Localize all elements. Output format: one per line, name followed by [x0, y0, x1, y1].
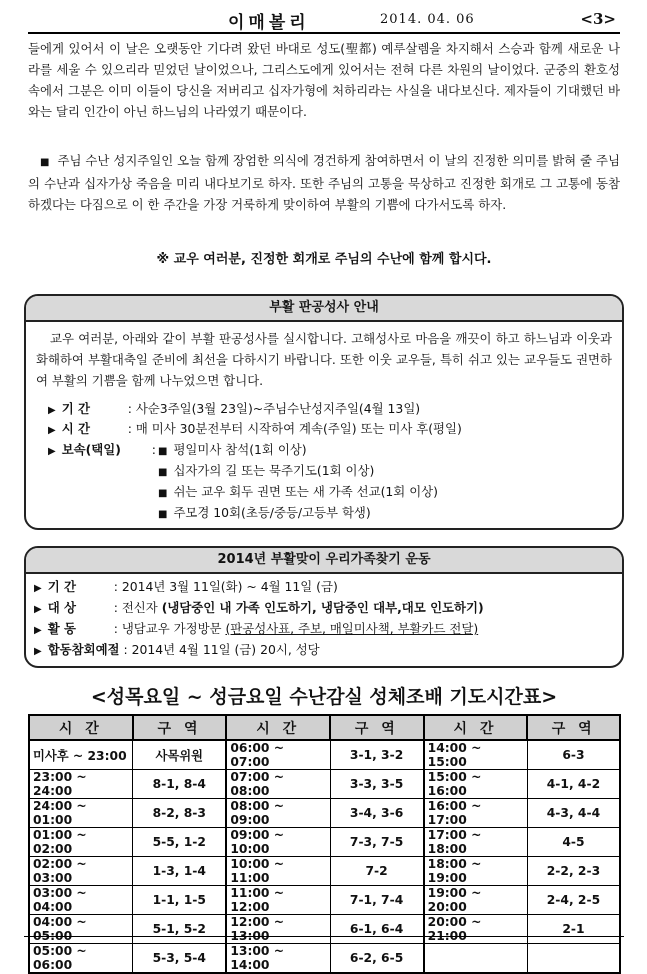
district-cell: 5-5, 1-2 — [133, 828, 227, 857]
campaign-period-label: 기 간 — [47, 579, 76, 594]
district-cell: 사목위원 — [133, 740, 227, 770]
make-up-row: ▶ 보속(택일) : — [48, 440, 156, 462]
district-cell: 4-5 — [527, 828, 620, 857]
confession-notice-text: 교우 여러분, 아래와 같이 부활 판공성사를 실시합니다. 고해성사로 마음을 깨끗이 하고 하느님과 이웃과 화해하여 부활대축일 준비에 최선을 다하시기 바랍니다. 또한 이웃 교우들, 특히 쉬고 있는 교우들도 권면하여 부활의 기쁨을 함께 나누었으면 합니다. — [36, 331, 612, 388]
arrow-marker-icon: ▶ — [48, 425, 56, 436]
district-cell: 5-3, 5-4 — [133, 944, 227, 974]
time-cell: 02:00 ~ 03:00 — [29, 857, 133, 886]
time-cell: 01:00 ~ 02:00 — [29, 828, 133, 857]
reflection-text: 주님 수난 성지주일인 오늘 함께 장엄한 의식에 경건하게 참여하면서 이 날의 진정한 의미를 밝혀 줄 주님의 수난과 십자가상 죽음을 미리 내다보기로 하자. 또한 주님의 고통을 묵상하고 진정한 회개로 그 고통에 동참하겠다는 다짐으로 이 한 주간을 가장 거룩하게 맞이하여 부활의 기쁨에 다가서도록 하자. — [28, 153, 620, 212]
arrow-marker-icon: ▶ — [34, 604, 42, 615]
district-cell: 8-1, 8-4 — [133, 770, 227, 799]
confession-period-row: ▶ 기 간 : 사순3주일(3월 23일)~주님수난성지주일(4월 13일) — [48, 399, 420, 421]
family-campaign-title: 2014년 부활맞이 우리가족찾기 운동 — [26, 548, 622, 574]
make-up-label: 보속(택일) — [61, 442, 121, 457]
district-cell: 3-4, 3-6 — [330, 799, 424, 828]
campaign-activity-label: 활 동 — [47, 621, 76, 636]
district-cell: 4-1, 4-2 — [527, 770, 620, 799]
district-cell: 1-3, 1-4 — [133, 857, 227, 886]
make-up-item: ■ 평일미사 참석(1회 이상) — [158, 442, 307, 457]
time-cell: 23:00 ~ 24:00 — [29, 770, 133, 799]
time-cell: 16:00 ~ 17:00 — [424, 799, 528, 828]
district-cell: 1-1, 1-5 — [133, 886, 227, 915]
square-bullet: ■ — [158, 488, 168, 499]
campaign-target-prefix: 전신자 — [121, 600, 162, 615]
column-header-district: 구 역 — [330, 715, 424, 740]
arrow-marker-icon: ▶ — [34, 646, 42, 657]
time-cell: 06:00 ~ 07:00 — [226, 740, 330, 770]
campaign-meeting-label: 합동참회예절 — [47, 642, 120, 657]
square-bullet: ■ — [158, 467, 168, 478]
district-cell: 6-1, 6-4 — [330, 915, 424, 944]
callout-message: ※ 교우 여러분, 진정한 회개로 주님의 수난에 함께 합시다. — [156, 252, 492, 267]
time-cell: 15:00 ~ 16:00 — [424, 770, 528, 799]
district-cell: 2-1 — [527, 915, 620, 944]
campaign-target-row: ▶ 대 상 : 전신자 (냉담중인 내 가족 인도하기, 냉담중인 대부,대모 인도하기) — [34, 598, 484, 620]
column-header-district: 구 역 — [133, 715, 227, 740]
time-cell: 05:00 ~ 06:00 — [29, 944, 133, 974]
make-up-item: ■ 십자가의 길 또는 묵주기도(1회 이상) — [158, 463, 375, 478]
campaign-activity-prefix: 냉담교우 가정방문 — [121, 621, 226, 636]
time-cell: 19:00 ~ 20:00 — [424, 886, 528, 915]
campaign-activity-row: ▶ 활 동 : 냉담교우 가정방문 (판공성사표, 주보, 매일미사책, 부활카드 전달) — [34, 619, 478, 641]
prayer-schedule-table — [28, 714, 621, 974]
table-row — [29, 886, 620, 915]
bottom-rule — [24, 936, 624, 937]
district-cell: 7-3, 7-5 — [330, 828, 424, 857]
table-row — [29, 799, 620, 828]
column-header-district: 구 역 — [527, 715, 620, 740]
campaign-period-row: ▶ 기 간 : 2014년 3월 11일(화) ~ 4월 11일 (금) — [34, 577, 338, 599]
table-row — [29, 857, 620, 886]
district-cell: 3-3, 3-5 — [330, 770, 424, 799]
time-cell: 11:00 ~ 12:00 — [226, 886, 330, 915]
time-cell: 04:00 ~ 05:00 — [29, 915, 133, 944]
arrow-marker-icon: ▶ — [34, 583, 42, 594]
arrow-marker-icon: ▶ — [48, 405, 56, 416]
time-cell: 08:00 ~ 09:00 — [226, 799, 330, 828]
campaign-period-value: 2014년 3월 11일(화) ~ 4월 11일 (금) — [121, 579, 338, 594]
square-bullet: ■ — [40, 157, 50, 168]
time-cell: 20:00 ~ 21:00 — [424, 915, 528, 944]
column-header-time: 시 간 — [424, 715, 528, 740]
campaign-meeting-row: ▶ 합동참회예절 : 2014년 4월 11일 (금) 20시, 성당 — [34, 640, 320, 662]
district-cell: 2-2, 2-3 — [527, 857, 620, 886]
column-header-time: 시 간 — [29, 715, 133, 740]
district-cell: 3-1, 3-2 — [330, 740, 424, 770]
arrow-marker-icon: ▶ — [48, 446, 56, 457]
time-cell: 14:00 ~ 15:00 — [424, 740, 528, 770]
district-cell: 7-1, 7-4 — [330, 886, 424, 915]
district-cell: 5-1, 5-2 — [133, 915, 227, 944]
confession-time-value: 매 미사 30분전부터 시작하여 계속(주일) 또는 미사 후(평일) — [135, 421, 462, 436]
confession-period-value: 사순3주일(3월 23일)~주님수난성지주일(4월 13일) — [135, 401, 421, 416]
arrow-marker-icon: ▶ — [34, 625, 42, 636]
district-cell: 8-2, 8-3 — [133, 799, 227, 828]
page-number: <3> — [580, 10, 616, 28]
campaign-target-detail: (냉담중인 내 가족 인도하기, 냉담중인 대부,대모 인도하기) — [161, 600, 484, 615]
district-cell: 4-3, 4-4 — [527, 799, 620, 828]
reflection-paragraph — [28, 150, 620, 215]
time-cell: 12:00 ~ 13:00 — [226, 915, 330, 944]
table-row — [29, 828, 620, 857]
table-header-row — [29, 715, 620, 740]
issue-date: 2014. 04. 06 — [380, 12, 475, 27]
district-cell: 7-2 — [330, 857, 424, 886]
confession-notice-title: 부활 판공성사 안내 — [26, 296, 622, 322]
page-header — [28, 8, 620, 34]
square-bullet: ■ — [158, 446, 168, 457]
make-up-item: ■ 주모경 10회(초등/중등/고등부 학생) — [158, 505, 371, 520]
district-cell: 6-2, 6-5 — [330, 944, 424, 974]
table-row — [29, 770, 620, 799]
confession-period-label: 기 간 — [61, 401, 90, 416]
time-cell: 미사후 ~ 23:00 — [29, 740, 133, 770]
column-header-time: 시 간 — [226, 715, 330, 740]
confession-time-label: 시 간 — [61, 421, 90, 436]
time-cell: 24:00 ~ 01:00 — [29, 799, 133, 828]
campaign-activity-detail: (판공성사표, 주보, 매일미사책, 부활카드 전달) — [225, 621, 479, 636]
time-cell: 17:00 ~ 18:00 — [424, 828, 528, 857]
time-cell: 18:00 ~ 19:00 — [424, 857, 528, 886]
campaign-target-label: 대 상 — [47, 600, 76, 615]
confession-time-row: ▶ 시 간 : 매 미사 30분전부터 시작하여 계속(주일) 또는 미사 후(평일) — [48, 419, 462, 441]
district-cell: 2-4, 2-5 — [527, 886, 620, 915]
time-cell: 10:00 ~ 11:00 — [226, 857, 330, 886]
intro-paragraph: 들에게 있어서 이 날은 오랫동안 기다려 왔던 바대로 성도(聖都) 예루살렘을 차지해서 스승과 함께 새로운 나라를 세울 수 있으리라 믿었던 날이었으나, 그리스도에게 있어서는 전혀 다른 차원의 날이었다. 군중의 환호성 속에서 그분은 이미 이들이 당신을 저버리고 십자가형에 처하리라는 사실을 내다보신다. 제자들이 기대했던 바와는 달리 인간이 아닌 하느님의 나라였기 때문이다. — [28, 41, 620, 119]
table-row — [29, 740, 620, 770]
square-bullet: ■ — [158, 509, 168, 520]
make-up-item: ■ 쉬는 교우 회두 권면 또는 새 가족 선교(1회 이상) — [158, 484, 438, 499]
time-cell: 09:00 ~ 10:00 — [226, 828, 330, 857]
schedule-title: <성목요일 ~ 성금요일 수난감실 성체조배 기도시간표> — [90, 686, 558, 708]
campaign-meeting-value: 2014년 4월 11일 (금) 20시, 성당 — [131, 642, 320, 657]
time-cell: 13:00 ~ 14:00 — [226, 944, 330, 974]
newsletter-title: 이매볼리 — [228, 13, 310, 33]
table-row — [29, 915, 620, 944]
time-cell: 03:00 ~ 04:00 — [29, 886, 133, 915]
time-cell: 07:00 ~ 08:00 — [226, 770, 330, 799]
district-cell: 6-3 — [527, 740, 620, 770]
